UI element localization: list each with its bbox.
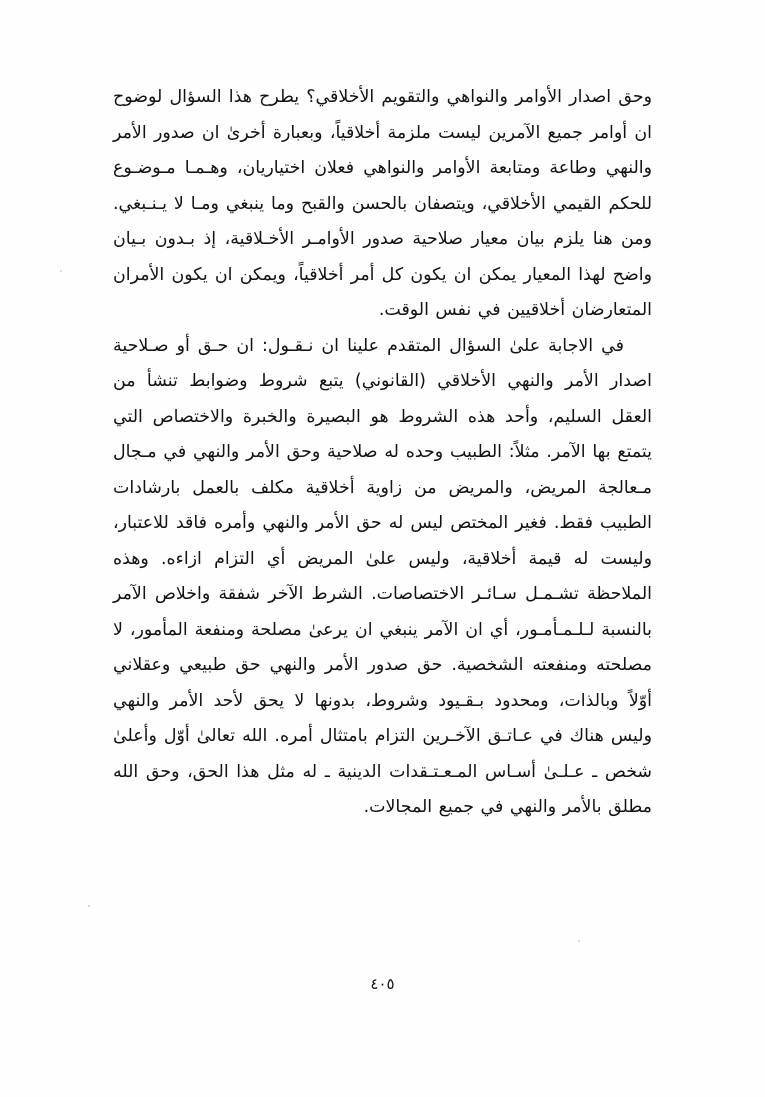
paragraph-2: في الاجابة علىٰ السؤال المتقدم علينا ان نـقـول: ان حـق أو صـلاحية اصدار الأمر والنهي الأخلاقي (القانوني) يتبع شروط وضوابط تنشأ من العقل السليم، وأحد هذه الشروط هو البصيرة والخبرة والاختصاص التي يتمتع بها الآمر. مثلاً: الطبيب وحده له صلاحية وحق الأمر والنهي في مـجال مـعالجة المريض، والمريض من زاوية أخلاقية مكلف بالعمل بارشادات الطبيب فقط. فغير المختص ليس له حق الأمر والنهي وأمره فاقد للاعتبار، وليست له قيمة أخلاقية، وليس علىٰ المريض أي التزام ازاءه. وهذه الملاحظة تشـمـل سـائـر الاختصاصات. الشرط الآخر شفقة واخلاص الآمر بالنسبة لـلـمـأمـور، أي ان الآمر ينبغي ان يرعىٰ مصلحة ومنفعة المأمور، لا مصلحته ومنفعته الشخصية. حق صدور الأمر والنهي حق طبيعي وعقلاني أوّلاً وبالذات، ومحدود بـقـيود وشروط، بدونها لا يحق لأحد الأمر والنهي وليس هناك في عـاتـق الآخـرين التزام بامتثال أمره. الله تعالىٰ أوّل وأعلىٰ شخص ـ عـلـىٰ أسـاس المـعـتـقدات الدينية ـ له مثل هذا الحق، وحق الله مطلق بالأمر والنهي في جميع المجالات. [113, 335, 652, 817]
page-number: ٤٠٥ [370, 975, 395, 993]
paper-speck [60, 270, 62, 272]
page-body [113, 80, 652, 826]
paper-speck [578, 940, 580, 942]
paragraph-1: وحق اصدار الأوامر والنواهي والتقويم الأخلاقي؟ يطرح هذا السؤال لوضوح ان أوامر جميع الآمرين ليست ملزمة أخلاقياً، وبعبارة أخرىٰ ان صدور الأمر والنهي وطاعة ومتابعة الأوامر والنواهي فعلان اختياريان، وهـمـا مـوضـوع للحكم القيمي الأخلاقي، ويتصفان بالحسن والقبح وما ينبغي ومـا لا يـنـبغي. ومن هنا يلزم بيان معيار صلاحية صدور الأوامـر الأخـلاقية، إذ بـدون بـيان واضح لهذا المعيار يمكن ان يكون كل أمر أخلاقياً، ويمكن ان يكون الأمران المتعارضان أخلاقيين في نفس الوقت. [113, 87, 652, 320]
paper-speck [88, 905, 90, 907]
